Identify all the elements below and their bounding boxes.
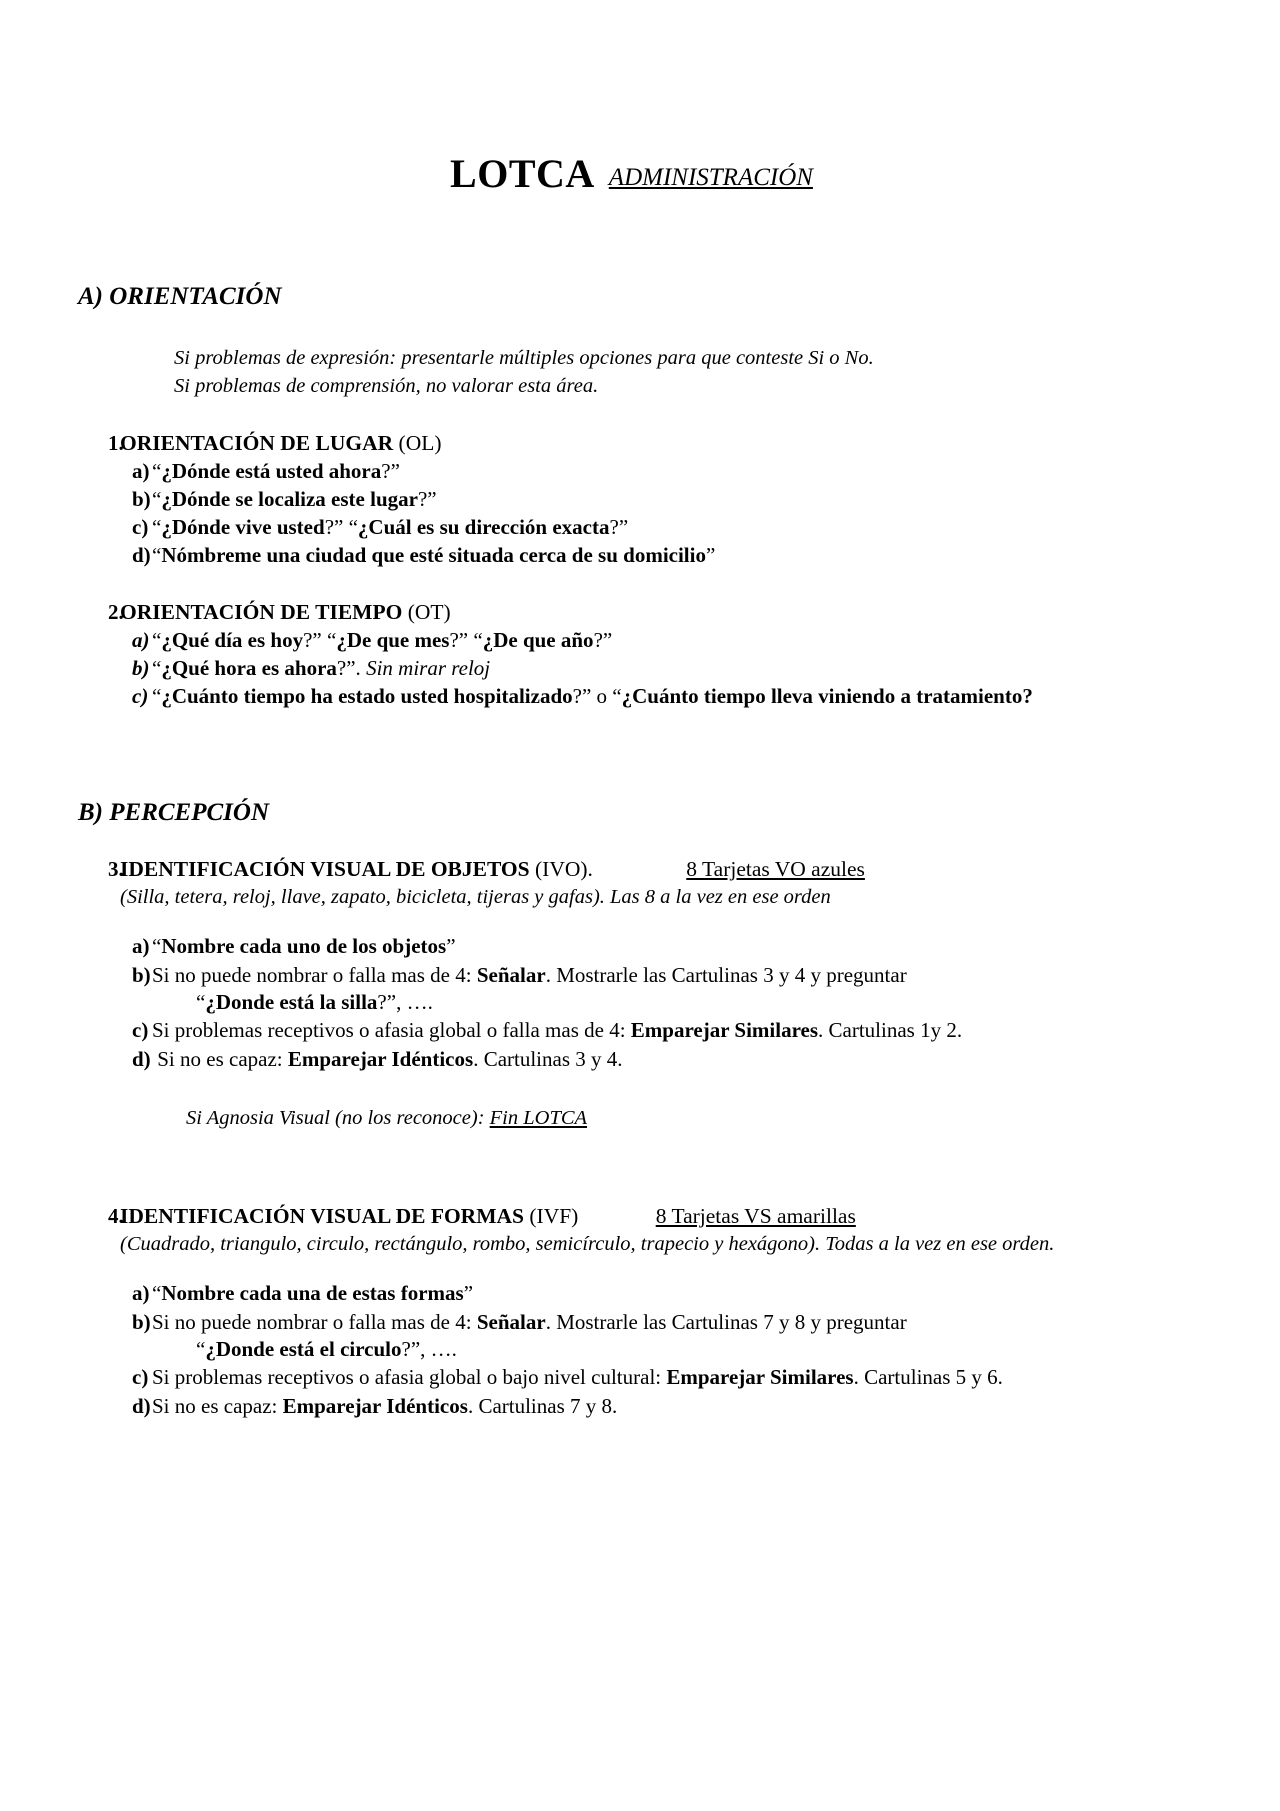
sub-text: “Nómbreme una ciudad que esté situada cerca de su domicilio” (152, 543, 716, 568)
sub-text: Si no es capaz: Emparejar Idénticos. Cartulinas 3 y 4. (152, 1046, 623, 1071)
sub-text: Si problemas receptivos o afasia global o bajo nivel cultural: Emparejar Similares. Cartulinas 5 y 6. (152, 1365, 1003, 1390)
list-item (120, 1364, 1185, 1391)
item-title-text: IDENTIFICACIÓN VISUAL DE FORMAS (120, 1203, 524, 1228)
sub-text: Si problemas receptivos o afasia global o falla mas de 4: Emparejar Similares. Cartulinas 1y 2. (152, 1018, 963, 1043)
numbered-item-4 (78, 1204, 1185, 1420)
sub-text: “¿Qué hora es ahora?”. Sin mirar reloj (152, 656, 491, 681)
sub-label: b) (132, 486, 151, 511)
sub-label: a) (132, 458, 150, 483)
numbered-item-2 (78, 600, 1185, 711)
item-title-code: (OT) (407, 599, 451, 624)
sub-label: b) (132, 1309, 151, 1334)
item-paren-note: (Silla, tetera, reloj, llave, zapato, bicicleta, tijeras y gafas). Las 8 a la vez en ese orden (120, 885, 831, 908)
sub-text: “¿Cuánto tiempo ha estado usted hospitalizado?” o “¿Cuánto tiempo lleva viniendo a tratamiento? (152, 684, 1033, 709)
sub-label: d) (132, 1393, 151, 1418)
sub-text: “Nombre cada uno de los objetos” (152, 934, 456, 959)
sub-text: “¿Dónde se localiza este lugar?” (152, 486, 437, 511)
numbered-item-1 (78, 431, 1185, 570)
sub-text: “¿Dónde está usted ahora?” (152, 458, 400, 483)
sub-label: c) (132, 515, 149, 540)
list-item (120, 542, 1185, 569)
sub-label: b) (132, 656, 150, 681)
item-title (120, 600, 1185, 625)
sub-text: Si no puede nombrar o falla mas de 4: Señalar. Mostrarle las Cartulinas 3 y 4 y preguntar “¿Donde está la silla?”, …. (152, 962, 907, 1014)
sub-text: “¿Dónde vive usted?” “¿Cuál es su dirección exacta?” (152, 515, 629, 540)
sub-label: b) (132, 962, 151, 987)
agnosia-note-underlined: Fin LOTCA (489, 1106, 588, 1129)
list-item (120, 1393, 1185, 1420)
item-title-text: IDENTIFICACIÓN VISUAL DE OBJETOS (120, 856, 530, 881)
title-subtitle: ADMINISTRACIÓN (608, 164, 813, 191)
item-title-text: ORIENTACIÓN DE TIEMPO (120, 599, 403, 624)
list-item (120, 1017, 1185, 1044)
sub-label: c) (132, 1018, 149, 1043)
section-a-note-2: Si problemas de comprensión, no valorar esta área. (174, 375, 599, 398)
list-item (120, 486, 1185, 513)
list-item (120, 1309, 1185, 1364)
sub-label: a) (132, 1281, 150, 1306)
sub-list (120, 1280, 1185, 1419)
item-title-note: 8 Tarjetas VO azules (686, 856, 865, 881)
list-item (120, 933, 1185, 960)
section-a-notes (174, 344, 1185, 401)
list-item (120, 627, 1185, 654)
list-item (120, 683, 1185, 710)
list-item (120, 514, 1185, 541)
sub-text: “¿Qué día es hoy?” “¿De que mes?” “¿De que año?” (152, 627, 613, 652)
item-title-text: ORIENTACIÓN DE LUGAR (120, 430, 394, 455)
section-heading-a: A) ORIENTACIÓN (78, 283, 282, 310)
sub-label: a) (132, 934, 150, 959)
page-title (78, 150, 1185, 197)
item-number: 2. (108, 599, 124, 624)
agnosia-note (186, 1107, 1185, 1130)
title-main: LOTCA (450, 151, 595, 196)
sub-list (120, 627, 1185, 711)
item-number: 3. (108, 856, 124, 881)
item-title-code: (IVO). (535, 856, 593, 881)
item-title (120, 431, 1185, 456)
list-item (120, 1046, 1185, 1073)
sub-text: Si no puede nombrar o falla mas de 4: Señalar. Mostrarle las Cartulinas 7 y 8 y preguntar “¿Donde está el circulo?”, …. (152, 1309, 907, 1362)
section-a-note-1: Si problemas de expresión: presentarle múltiples opciones para que conteste Si o No. (174, 347, 874, 369)
sub-label: a) (132, 627, 150, 652)
item-title-code: (IVF) (529, 1203, 579, 1228)
item-number: 1. (108, 430, 124, 455)
item-title-note: 8 Tarjetas VS amarillas (655, 1203, 856, 1228)
agnosia-note-text: Si Agnosia Visual (no los reconoce): (186, 1106, 490, 1129)
item-number: 4. (108, 1203, 124, 1228)
list-item (120, 655, 1185, 682)
item-title (120, 1204, 1185, 1229)
sub-list (120, 933, 1185, 1072)
sub-label: c) (132, 684, 149, 709)
list-item (120, 962, 1185, 1017)
item-paren-note: (Cuadrado, triangulo, circulo, rectángulo, rombo, semicírculo, trapecio y hexágono). Todas a la vez en ese orden. (120, 1232, 1055, 1255)
section-heading-b: B) PERCEPCIÓN (78, 798, 270, 826)
sub-label: d) (132, 1046, 151, 1071)
sub-label: c) (132, 1365, 149, 1390)
sub-list (120, 458, 1185, 570)
sub-label: d) (132, 543, 151, 568)
sub-text: “Nombre cada una de estas formas” (152, 1281, 474, 1306)
numbered-item-3 (78, 857, 1185, 1130)
sub-text: Si no es capaz: Emparejar Idénticos. Cartulinas 7 y 8. (152, 1393, 618, 1418)
item-title (120, 857, 1185, 882)
item-title-code: (OL) (398, 430, 442, 455)
list-item (120, 458, 1185, 485)
list-item (120, 1280, 1185, 1307)
